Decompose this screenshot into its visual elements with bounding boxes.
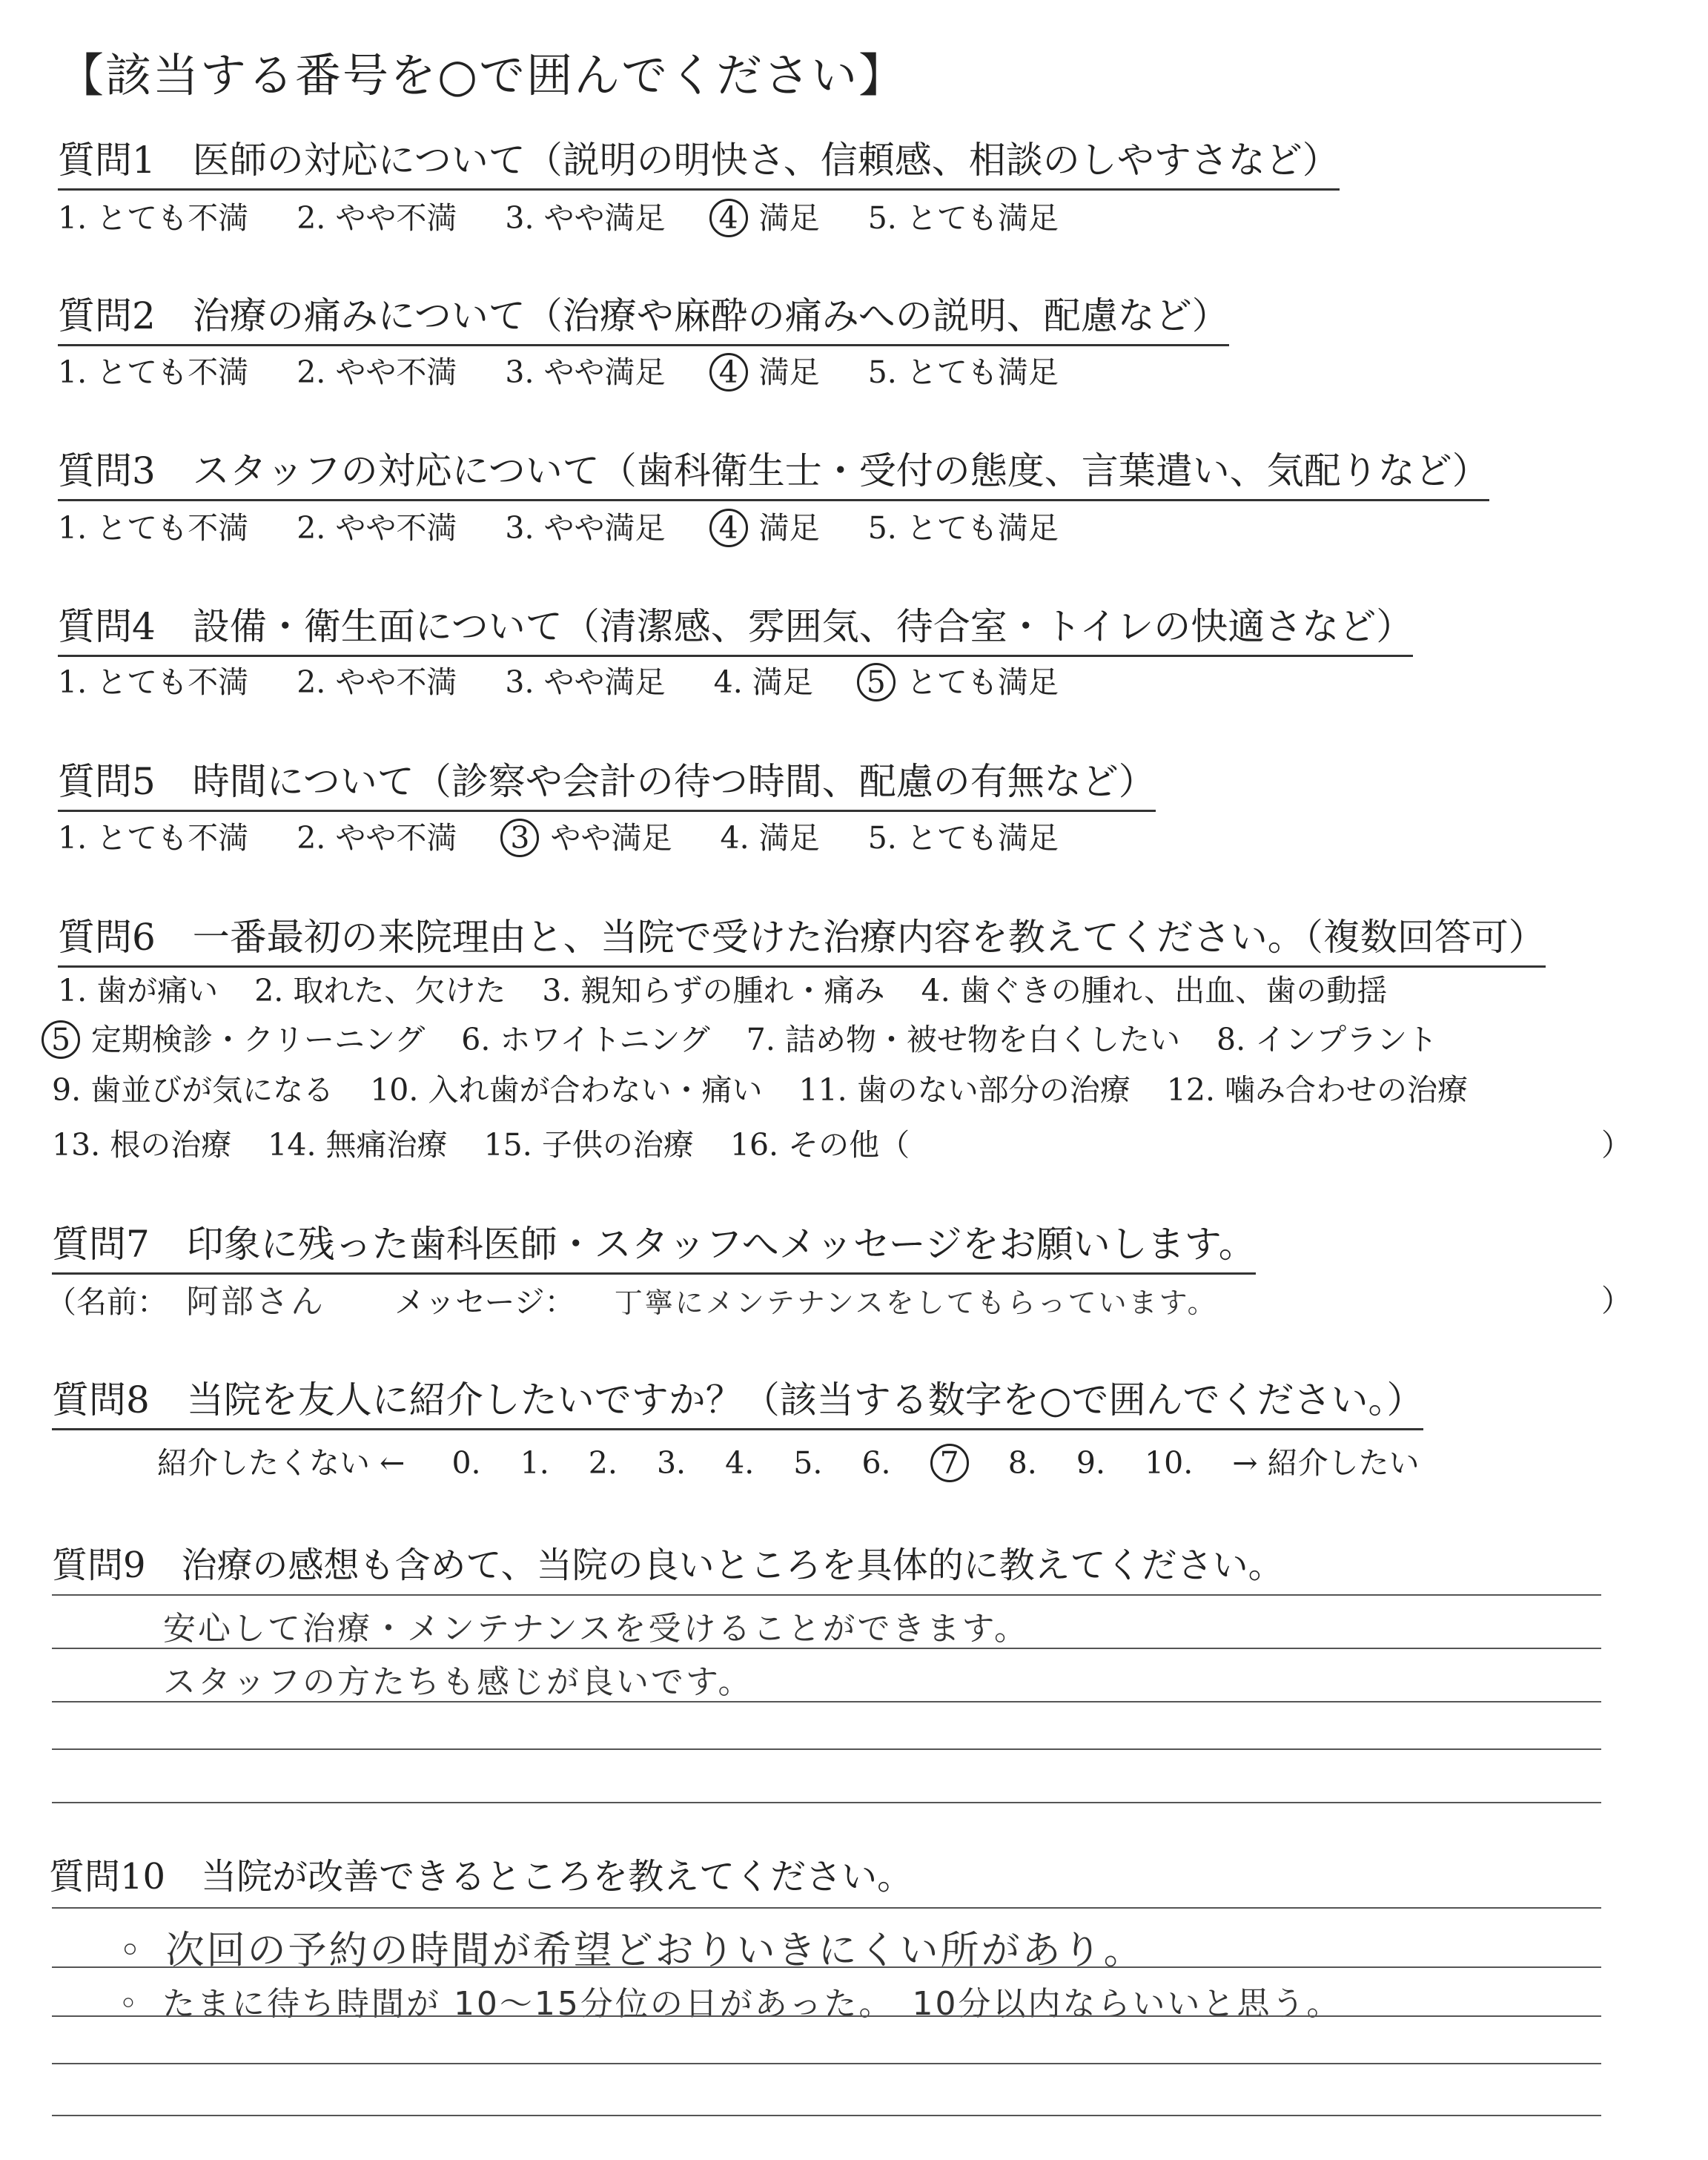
q8-value-1[interactable]: 1. xyxy=(520,1445,549,1481)
q6-option-12[interactable]: 12. 噛み合わせの治療 xyxy=(1166,1072,1469,1108)
q8-value-4[interactable]: 4. xyxy=(725,1445,755,1481)
q8-right-label: → 紹介したい xyxy=(1232,1445,1420,1481)
selection-circle: 4 xyxy=(709,509,748,547)
question-3-options xyxy=(58,509,1097,547)
q5-option-3-selected[interactable]: 3 やや満足 xyxy=(505,819,672,857)
q6-option-10[interactable]: 10. 入れ歯が合わない・痛い xyxy=(370,1072,763,1108)
q8-value-9[interactable]: 9. xyxy=(1076,1445,1105,1481)
q1-option-2[interactable]: 2. やや不満 xyxy=(297,200,457,236)
q6-option-6[interactable]: 6. ホワイトニング xyxy=(461,1022,710,1057)
q9-answer-text-1[interactable]: 安心して治療・メンテナンスを受けることができます。 xyxy=(163,1610,1029,1648)
question-5-options xyxy=(58,819,1097,857)
q8-value-8[interactable]: 8. xyxy=(1007,1445,1037,1481)
selection-circle: 4 xyxy=(709,199,748,237)
q8-left-label: 紹介したくない ← xyxy=(157,1445,406,1481)
q6-row-2 xyxy=(46,1020,1464,1059)
q10-answer-text-1[interactable]: ◦ 次回の予約の時間が希望どおりいきにくい所があり。 xyxy=(119,1929,1145,1973)
q5-option-4[interactable]: 4. 満足 xyxy=(720,820,820,856)
q5-option-2[interactable]: 2. やや不満 xyxy=(297,820,457,856)
q8-value-7-selected[interactable]: 7 xyxy=(930,1444,969,1482)
q6-option-1[interactable]: 1. 歯が痛い xyxy=(58,973,219,1008)
question-1-options xyxy=(58,199,1097,237)
q6-option-16[interactable]: 16. その他（ xyxy=(729,1127,910,1163)
q1-option-1[interactable]: 1. とても不満 xyxy=(58,200,249,236)
question-4-title: 質問4 設備・衛生面について（清潔感、雰囲気、待合室・トイレの快適さなど） xyxy=(58,606,1413,657)
q7-answer-row xyxy=(46,1283,1218,1322)
q8-value-10[interactable]: 10. xyxy=(1145,1445,1194,1481)
q4-option-5-selected[interactable]: 5 とても満足 xyxy=(861,663,1059,701)
q8-value-5[interactable]: 5. xyxy=(793,1445,823,1481)
q9-answer-line-1 xyxy=(52,1594,1601,1596)
q6-other-close-paren: ） xyxy=(1601,1127,1632,1163)
q9-answer-line-3 xyxy=(52,1701,1601,1702)
q2-option-4-selected[interactable]: 4 満足 xyxy=(714,353,820,392)
question-4-options xyxy=(58,663,1097,701)
q4-option-1[interactable]: 1. とても不満 xyxy=(58,664,249,700)
question-1-title: 質問1 医師の対応について（説明の明快さ、信頼感、相談のしやすさなど） xyxy=(58,139,1340,191)
q6-option-14[interactable]: 14. 無痛治療 xyxy=(268,1127,448,1163)
q6-row-1 xyxy=(58,973,1414,1009)
q2-option-1[interactable]: 1. とても不満 xyxy=(58,354,249,390)
selection-circle: 5 xyxy=(857,663,896,701)
question-6-title: 質問6 一番最初の来院理由と、当院で受けた治療内容を教えてください。（複数回答可） xyxy=(58,916,1546,968)
q3-option-1[interactable]: 1. とても不満 xyxy=(58,510,249,546)
q7-name-label: （名前： xyxy=(46,1284,168,1320)
q3-option-3[interactable]: 3. やや満足 xyxy=(505,510,666,546)
q3-option-2[interactable]: 2. やや不満 xyxy=(297,510,457,546)
q3-option-5[interactable]: 5. とても満足 xyxy=(867,510,1059,546)
q6-option-4[interactable]: 4. 歯ぐきの腫れ、出血、歯の動揺 xyxy=(921,973,1388,1008)
q6-option-15[interactable]: 15. 子供の治療 xyxy=(483,1127,694,1163)
q7-close-paren: ） xyxy=(1601,1283,1632,1318)
question-5-title: 質問5 時間について（診察や会計の待つ時間、配慮の有無など） xyxy=(58,761,1156,812)
selection-circle: 5 xyxy=(42,1020,80,1059)
page-header: 【該当する番号を○で囲んでください】 xyxy=(58,48,907,102)
q6-row-3 xyxy=(52,1072,1494,1109)
q9-answer-line-5 xyxy=(52,1802,1601,1803)
q6-option-11[interactable]: 11. 歯のない部分の治療 xyxy=(798,1072,1131,1108)
question-10-title: 質問10 当院が改善できるところを教えてください。 xyxy=(49,1856,913,1898)
q3-option-4-selected[interactable]: 4 満足 xyxy=(714,509,820,547)
q9-answer-line-4 xyxy=(52,1748,1601,1750)
q6-option-5-selected[interactable]: 5 定期検診・クリーニング xyxy=(46,1020,425,1059)
question-3-title: 質問3 スタッフの対応について（歯科衛生士・受付の態度、言葉遣い、気配りなど） xyxy=(58,450,1489,501)
q1-option-5[interactable]: 5. とても満足 xyxy=(867,200,1059,236)
q8-value-6[interactable]: 6. xyxy=(861,1445,891,1481)
q7-name-value[interactable]: 阿部さん xyxy=(186,1283,326,1321)
q8-value-3[interactable]: 3. xyxy=(656,1445,686,1481)
selection-circle: 4 xyxy=(709,353,748,392)
q10-answer-line-5 xyxy=(52,2115,1601,2116)
selection-circle: 3 xyxy=(500,819,539,857)
q7-message-value[interactable]: 丁寧にメンテナンスをしてもらっています。 xyxy=(614,1287,1218,1319)
question-8-title: 質問8 当院を友人に紹介したいですか？（該当する数字を○で囲んでください。） xyxy=(52,1379,1423,1430)
q1-option-4-selected[interactable]: 4 満足 xyxy=(714,199,820,237)
q2-option-5[interactable]: 5. とても満足 xyxy=(867,354,1059,390)
q9-answer-line-2 xyxy=(52,1648,1601,1649)
bullet-icon: ◦ xyxy=(119,1985,140,2023)
q10-answer-text-2[interactable]: ◦ たまに待ち時間が 10〜15分位の日があった。 10分以内ならいいと思う。 xyxy=(119,1985,1342,2023)
q10-answer-line-2 xyxy=(52,1966,1601,1968)
q10-answer-line-1 xyxy=(52,1907,1601,1909)
q5-option-5[interactable]: 5. とても満足 xyxy=(867,820,1059,856)
q2-option-3[interactable]: 3. やや満足 xyxy=(505,354,666,390)
bullet-icon: ◦ xyxy=(119,1929,144,1973)
q8-value-0[interactable]: 0. xyxy=(451,1445,481,1481)
q4-option-4[interactable]: 4. 満足 xyxy=(713,664,813,700)
question-9-title: 質問9 治療の感想も含めて、当院の良いところを具体的に教えてください。 xyxy=(52,1545,1284,1586)
q8-value-2[interactable]: 2. xyxy=(588,1445,618,1481)
q8-scale xyxy=(157,1439,1449,1482)
q4-option-3[interactable]: 3. やや満足 xyxy=(505,664,666,700)
q6-option-3[interactable]: 3. 親知らずの腫れ・痛み xyxy=(542,973,885,1008)
q7-message-label: メッセージ： xyxy=(394,1284,575,1320)
q6-option-7[interactable]: 7. 詰め物・被せ物を白くしたい xyxy=(746,1022,1180,1057)
q10-answer-line-3 xyxy=(52,2015,1601,2017)
q6-row-4 xyxy=(52,1127,936,1163)
q6-option-9[interactable]: 9. 歯並びが気になる xyxy=(52,1072,334,1108)
q6-option-2[interactable]: 2. 取れた、欠けた xyxy=(254,973,506,1008)
q6-option-13[interactable]: 13. 根の治療 xyxy=(52,1127,232,1163)
question-2-options xyxy=(58,353,1097,392)
question-2-title: 質問2 治療の痛みについて（治療や麻酔の痛みへの説明、配慮など） xyxy=(58,295,1229,346)
q4-option-2[interactable]: 2. やや不満 xyxy=(297,664,457,700)
q2-option-2[interactable]: 2. やや不満 xyxy=(297,354,457,390)
q6-option-8[interactable]: 8. インプラント xyxy=(1217,1022,1438,1057)
q9-answer-text-2[interactable]: スタッフの方たちも感じが良いです。 xyxy=(163,1663,753,1701)
q5-option-1[interactable]: 1. とても不満 xyxy=(58,820,249,856)
q10-answer-line-4 xyxy=(52,2063,1601,2064)
question-7-title: 質問7 印象に残った歯科医師・スタッフへメッセージをお願いします。 xyxy=(52,1223,1256,1275)
q1-option-3[interactable]: 3. やや満足 xyxy=(505,200,666,236)
